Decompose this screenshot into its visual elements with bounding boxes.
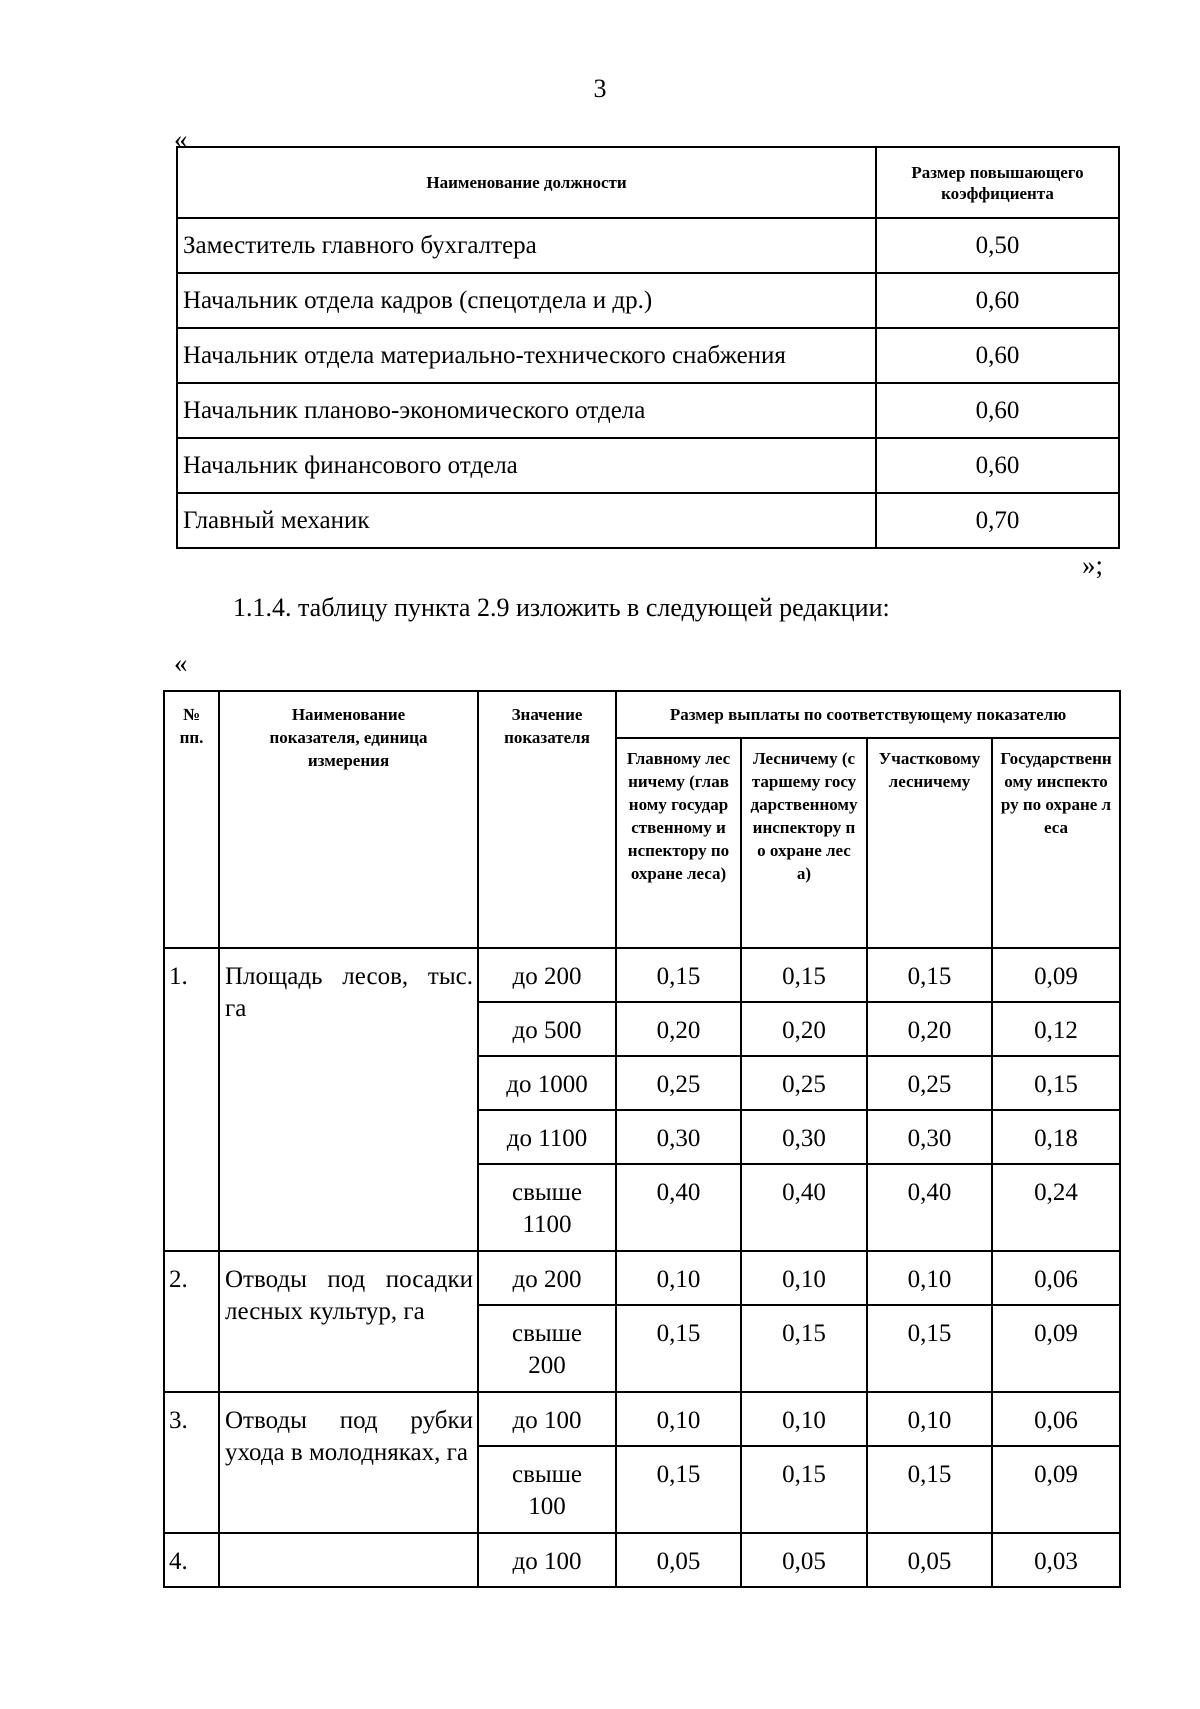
payment-cell: 0,05 [741, 1533, 867, 1587]
indicator-value: до 100 [478, 1392, 616, 1446]
coefficient-value: 0,60 [876, 383, 1119, 438]
column-header-chief-forester: Главному лесничему (главному государственному инспектору по охране леса) [616, 738, 741, 948]
payment-cell: 0,09 [992, 1305, 1120, 1392]
table-row [164, 1533, 1120, 1587]
column-header-forester: Лесничему (старшему государственному инспектору по охране леса) [741, 738, 867, 948]
indicator-value: свыше 1100 [478, 1164, 616, 1251]
coefficient-value: 0,70 [876, 493, 1119, 548]
payment-cell: 0,15 [741, 948, 867, 1002]
column-header-value: Значение показателя [478, 691, 616, 948]
position-name: Заместитель главного бухгалтера [177, 218, 876, 273]
payment-cell: 0,09 [992, 1446, 1120, 1533]
indicator-name: Отводы под посадки лесных культур, га [219, 1251, 478, 1392]
payment-cell: 0,40 [741, 1164, 867, 1251]
opening-quote: « [174, 124, 188, 154]
column-header-district-forester: Участковому лесничему [867, 738, 992, 948]
payment-cell: 0,05 [616, 1533, 741, 1587]
payment-cell: 0,30 [867, 1110, 992, 1164]
coefficient-value: 0,60 [876, 273, 1119, 328]
payment-cell: 0,15 [867, 948, 992, 1002]
column-header-state-inspector: Государственному инспектору по охране леса [992, 738, 1120, 948]
paragraph-text: 1.1.4. таблицу пункта 2.9 изложить в следующей редакции: [233, 593, 890, 622]
payment-cell: 0,10 [867, 1392, 992, 1446]
table-row [177, 328, 1119, 383]
row-number: 3. [164, 1392, 219, 1533]
indicator-value: до 200 [478, 1251, 616, 1305]
payment-cell: 0,30 [741, 1110, 867, 1164]
table-row [164, 1251, 1120, 1305]
position-coefficient-table [176, 146, 1120, 549]
payment-cell: 0,20 [867, 1002, 992, 1056]
position-name: Начальник финансового отдела [177, 438, 876, 493]
payment-cell: 0,15 [741, 1446, 867, 1533]
payment-cell: 0,20 [741, 1002, 867, 1056]
indicator-value: свыше 200 [478, 1305, 616, 1392]
indicator-value: до 1000 [478, 1056, 616, 1110]
payment-cell: 0,15 [867, 1305, 992, 1392]
payment-cell: 0,10 [616, 1251, 741, 1305]
payment-cell: 0,40 [867, 1164, 992, 1251]
payment-indicator-table [163, 690, 1121, 1588]
payment-cell: 0,09 [992, 948, 1120, 1002]
table-header-row [164, 691, 1120, 738]
column-header-indicator: Наименование показателя, единица измерения [219, 691, 478, 948]
row-number: 4. [164, 1533, 219, 1587]
position-name: Начальник планово-экономического отдела [177, 383, 876, 438]
column-header-number: № пп. [164, 691, 219, 948]
column-header-coefficient: Размер повышающего коэффициента [876, 147, 1119, 218]
table-row [177, 493, 1119, 548]
indicator-name [219, 1533, 478, 1587]
payment-cell: 0,15 [616, 948, 741, 1002]
indicator-name: Отводы под рубки ухода в молодняках, га [219, 1392, 478, 1533]
position-name: Начальник отдела кадров (спецотдела и др.) [177, 273, 876, 328]
payment-cell: 0,10 [741, 1392, 867, 1446]
payment-cell: 0,12 [992, 1002, 1120, 1056]
row-number: 1. [164, 948, 219, 1251]
table-row [177, 273, 1119, 328]
table-row [177, 218, 1119, 273]
payment-cell: 0,18 [992, 1110, 1120, 1164]
payment-cell: 0,03 [992, 1533, 1120, 1587]
payment-cell: 0,15 [867, 1446, 992, 1533]
payment-cell: 0,15 [992, 1056, 1120, 1110]
position-name: Главный механик [177, 493, 876, 548]
coefficient-value: 0,60 [876, 328, 1119, 383]
indicator-name: Площадь лесов, тыс. га [219, 948, 478, 1251]
payment-cell: 0,24 [992, 1164, 1120, 1251]
indicator-value: до 1100 [478, 1110, 616, 1164]
table-row [177, 438, 1119, 493]
opening-quote-2: « [174, 648, 188, 678]
payment-cell: 0,06 [992, 1392, 1120, 1446]
payment-cell: 0,40 [616, 1164, 741, 1251]
table-row [164, 1392, 1120, 1446]
page-number: 3 [593, 74, 607, 103]
indicator-value: до 100 [478, 1533, 616, 1587]
payment-cell: 0,25 [741, 1056, 867, 1110]
indicator-value: свыше 100 [478, 1446, 616, 1533]
payment-cell: 0,25 [867, 1056, 992, 1110]
payment-cell: 0,15 [616, 1446, 741, 1533]
payment-cell: 0,10 [741, 1251, 867, 1305]
column-header-position: Наименование должности [177, 147, 876, 218]
indicator-value: до 200 [478, 948, 616, 1002]
table-row [177, 383, 1119, 438]
payment-cell: 0,30 [616, 1110, 741, 1164]
column-header-payment: Размер выплаты по соответствующему показателю [616, 691, 1120, 738]
payment-cell: 0,05 [867, 1533, 992, 1587]
table-header-row [177, 147, 1119, 218]
coefficient-value: 0,60 [876, 438, 1119, 493]
payment-cell: 0,10 [867, 1251, 992, 1305]
table-row [164, 948, 1120, 1002]
closing-quote: »; [1082, 550, 1104, 580]
payment-cell: 0,10 [616, 1392, 741, 1446]
coefficient-value: 0,50 [876, 218, 1119, 273]
row-number: 2. [164, 1251, 219, 1392]
payment-cell: 0,15 [741, 1305, 867, 1392]
payment-cell: 0,06 [992, 1251, 1120, 1305]
position-name: Начальник отдела материально-технического снабжения [177, 328, 876, 383]
indicator-value: до 500 [478, 1002, 616, 1056]
payment-cell: 0,15 [616, 1305, 741, 1392]
payment-cell: 0,20 [616, 1002, 741, 1056]
payment-cell: 0,25 [616, 1056, 741, 1110]
